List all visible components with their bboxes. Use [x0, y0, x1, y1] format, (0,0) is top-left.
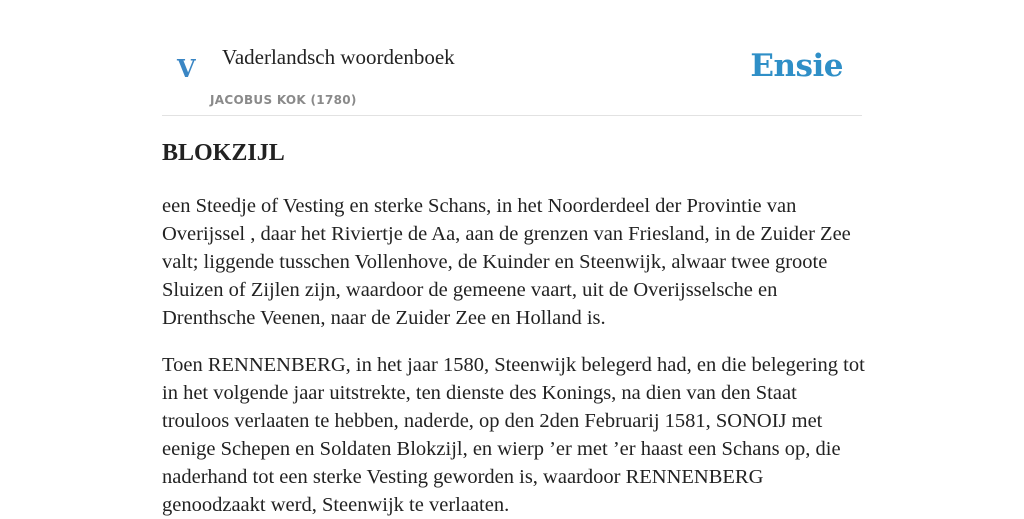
book-header: [162, 0, 862, 116]
entry-headword: BLOKZIJL: [162, 140, 285, 166]
book-title-link[interactable]: Vaderlandsch woordenboek: [222, 45, 455, 69]
book-author: JACOBUS KOK (1780): [210, 93, 357, 107]
page-container: [162, 0, 865, 516]
ensie-logo[interactable]: Ensie: [750, 48, 843, 84]
entry-paragraph: een Steedje of Vesting en sterke Schans, in het Noorderdeel der Provintie van Overijssel , daar het Riviertje de Aa, aan de grenzen van Friesland, in de Zuider Zee valt; liggende tusschen Vollenhove, de Kuinder en Steenwijk, alwaar twee groote Sluizen of Zijlen zijn, waardoor de gemeene vaart, uit de Overijsselsche en Drenthsche Veenen, naar de Zuider Zee en Holland is.: [162, 195, 851, 329]
volume-letter-link[interactable]: V: [177, 54, 196, 83]
entry-paragraph: Toen RENNENBERG, in het jaar 1580, Steenwijk belegerd had, en die belegering tot in het volgende jaar uitstrekte, ten dienste des Konings, na dien van den Staat trouloos verlaaten te hebben, naderde, op den 2den Februarij 1581, SONOIJ met eenige Schepen en Soldaten Blokzijl, en wierp ’er met ’er haast een Schans op, die naderhand tot een sterke Vesting geworden is, waardoor RENNENBERG genoodzaakt werd, Steenwijk te verlaaten.: [162, 354, 865, 516]
